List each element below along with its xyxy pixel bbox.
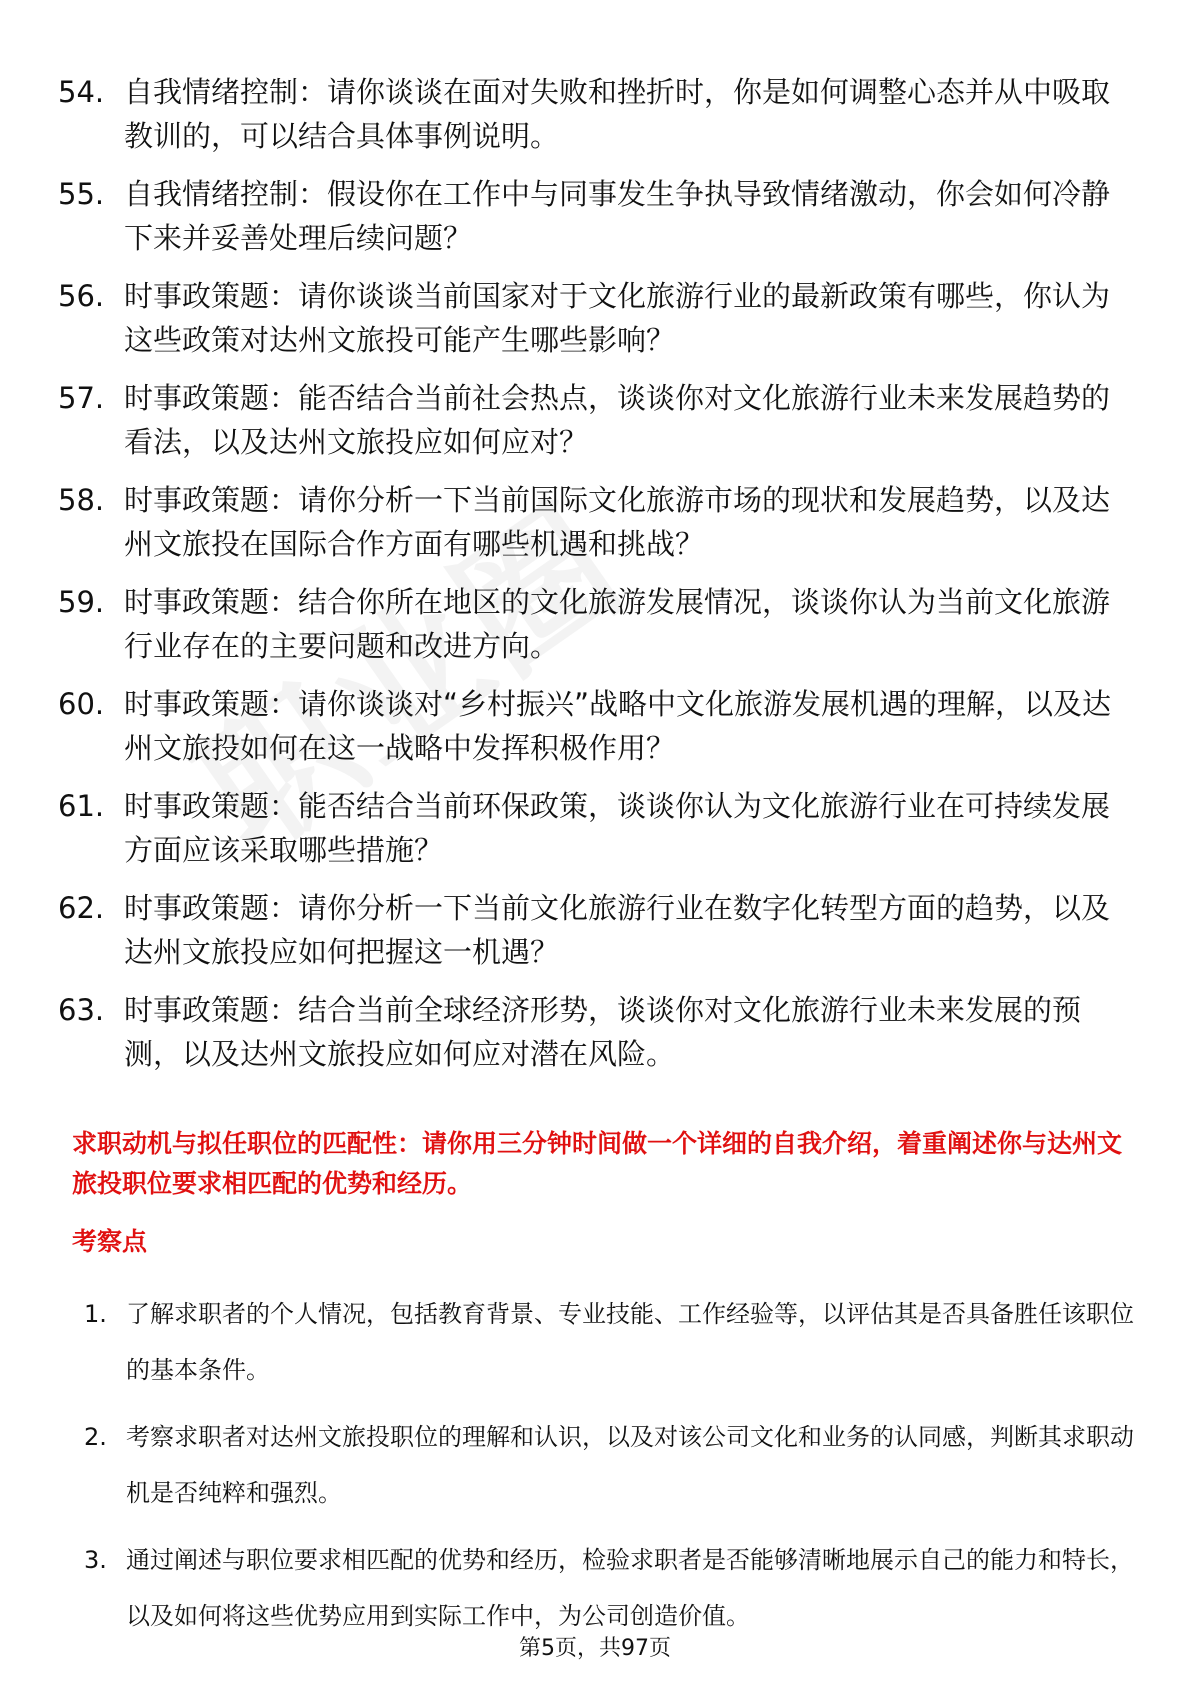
question-item: [58, 274, 1138, 362]
question-number: 60.: [58, 687, 105, 721]
question-item: [58, 70, 1138, 158]
question-item: [58, 886, 1138, 974]
question-item: [58, 682, 1138, 770]
question-text: 时事政策题：请你分析一下当前文化旅游行业在数字化转型方面的趋势，以及达州文旅投应如何把握这一机遇？: [124, 891, 1111, 969]
question-number: 56.: [58, 279, 105, 313]
question-text: 时事政策题：结合当前全球经济形势，谈谈你对文化旅游行业未来发展的预测，以及达州文旅投应如何应对潜在风险。: [124, 993, 1082, 1071]
point-item: [84, 1286, 1134, 1398]
point-item: [84, 1409, 1134, 1521]
point-number: 3.: [84, 1546, 107, 1574]
question-text: 时事政策题：请你谈谈当前国家对于文化旅游行业的最新政策有哪些，你认为这些政策对达州文旅投可能产生哪些影响？: [124, 279, 1111, 357]
question-number: 57.: [58, 381, 105, 415]
points-list: [84, 1286, 1134, 1655]
point-text: 通过阐述与职位要求相匹配的优势和经历，检验求职者是否能够清晰地展示自己的能力和特长，以及如何将这些优势应用到实际工作中，为公司创造价值。: [126, 1546, 1134, 1630]
point-text: 考察求职者对达州文旅投职位的理解和认识，以及对该公司文化和业务的认同感，判断其求职动机是否纯粹和强烈。: [126, 1423, 1134, 1507]
question-item: [58, 478, 1138, 566]
point-item: [84, 1532, 1134, 1644]
question-item: [58, 376, 1138, 464]
section-title: 求职动机与拟任职位的匹配性：请你用三分钟时间做一个详细的自我介绍，着重阐述你与达州文旅投职位要求相匹配的优势和经历。: [72, 1129, 1123, 1198]
question-item: [58, 172, 1138, 260]
question-text: 时事政策题：请你谈谈对“乡村振兴”战略中文化旅游发展机遇的理解，以及达州文旅投如何在这一战略中发挥积极作用？: [124, 687, 1112, 765]
question-item: [58, 784, 1138, 872]
question-item: [58, 988, 1138, 1076]
question-number: 55.: [58, 177, 105, 211]
page-footer: 第5页，共97页: [519, 1636, 671, 1661]
question-text: 时事政策题：请你分析一下当前国际文化旅游市场的现状和发展趋势，以及达州文旅投在国际合作方面有哪些机遇和挑战？: [124, 483, 1111, 561]
question-number: 61.: [58, 789, 105, 823]
question-number: 58.: [58, 483, 105, 517]
question-text: 自我情绪控制：假设你在工作中与同事发生争执导致情绪激动，你会如何冷静下来并妥善处理后续问题？: [124, 177, 1111, 255]
question-text: 时事政策题：能否结合当前社会热点，谈谈你对文化旅游行业未来发展趋势的看法，以及达州文旅投应如何应对？: [124, 381, 1111, 459]
question-number: 54.: [58, 75, 105, 109]
point-text: 了解求职者的个人情况，包括教育背景、专业技能、工作经验等，以评估其是否具备胜任该职位的基本条件。: [126, 1300, 1134, 1384]
point-number: 2.: [84, 1423, 107, 1451]
question-number: 63.: [58, 993, 105, 1027]
point-number: 1.: [84, 1300, 107, 1328]
question-text: 时事政策题：结合你所在地区的文化旅游发展情况，谈谈你认为当前文化旅游行业存在的主要问题和改进方向。: [124, 585, 1111, 663]
question-item: [58, 580, 1138, 668]
question-text: 时事政策题：能否结合当前环保政策，谈谈你认为文化旅游行业在可持续发展方面应该采取哪些措施？: [124, 789, 1111, 867]
question-list: [58, 70, 1138, 1090]
points-title: 考察点: [72, 1227, 148, 1256]
question-number: 59.: [58, 585, 105, 619]
question-number: 62.: [58, 891, 105, 925]
question-text: 自我情绪控制：请你谈谈在面对失败和挫折时，你是如何调整心态并从中吸取教训的，可以结合具体事例说明。: [124, 75, 1111, 153]
